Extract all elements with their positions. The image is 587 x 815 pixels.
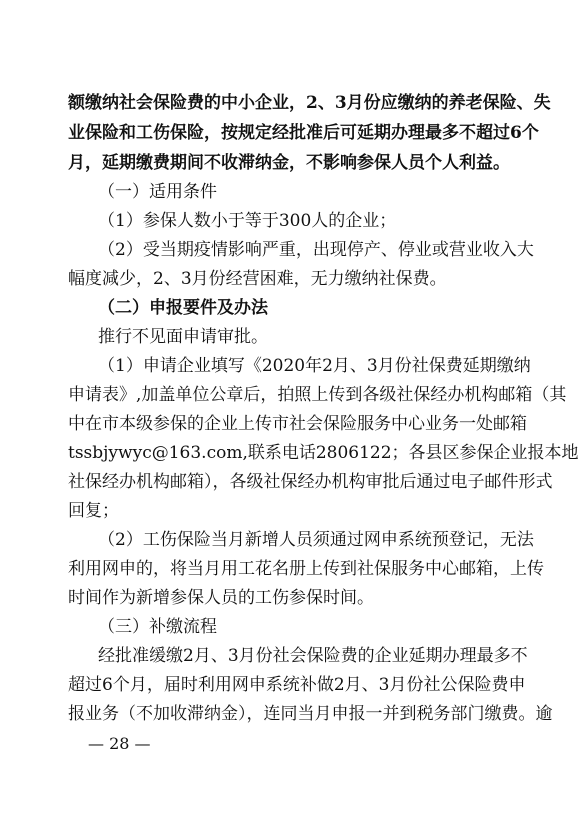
list-item: （2）受当期疫情影响严重，出现停产、停业或营业收入大	[98, 240, 534, 260]
paragraph-line: 利用网申的，将当月用工花名册上传到社保服务中心邮箱，上传	[68, 559, 544, 579]
paragraph-line: tssbjywyc@163.com,联系电话2806122；各县区参保企业报本地	[68, 443, 579, 463]
list-item: （1）申请企业填写《2020年2月、3月份社保费延期缴纳	[98, 356, 531, 376]
paragraph-line: 月，延期缴费期间不收滞纳金，不影响参保人员个人利益。	[68, 153, 510, 173]
section-heading: （二）申报要件及办法	[98, 298, 268, 318]
list-item: （2）工伤保险当月新增人员须通过网申系统预登记，无法	[98, 530, 534, 550]
paragraph-line: 额缴纳社会保险费的中小企业，2、3月份应缴纳的养老保险、失	[68, 93, 551, 113]
section-heading: （三）补缴流程	[98, 617, 217, 637]
list-item: （1）参保人数小于等于300人的企业；	[98, 211, 397, 231]
paragraph-line: 社保经办机构邮箱），各级社保经办机构审批后通过电子邮件形式	[68, 472, 553, 492]
paragraph-line: 时间作为新增参保人员的工伤参保时间。	[68, 588, 374, 608]
page-number: — 28 —	[88, 734, 151, 753]
paragraph-line: 幅度减少，2、3月份经营困难，无力缴纳社保费。	[68, 269, 447, 289]
paragraph-line: 报业务（不加收滞纳金），连同当月申报一并到税务部门缴费。逾	[68, 704, 553, 724]
paragraph-line: 经批准缓缴2月、3月份社会保险费的企业延期办理最多不	[98, 646, 528, 666]
paragraph-line: 业保险和工伤保险，按规定经批准后可延期办理最多不超过6个	[68, 123, 539, 143]
paragraph-line: 超过6个月，届时利用网申系统补做2月、3月份社公保险费申	[68, 675, 526, 695]
paragraph-line: 申请表》,加盖单位公章后，拍照上传到各级社保经办机构邮箱（其	[68, 385, 567, 405]
paragraph-line: 推行不见面申请审批。	[98, 327, 268, 347]
paragraph-line: 回复；	[68, 501, 119, 521]
paragraph-line: 中在市本级参保的企业上传市社会保险服务中心业务一处邮箱	[68, 414, 527, 434]
section-heading: （一）适用条件	[98, 182, 217, 202]
